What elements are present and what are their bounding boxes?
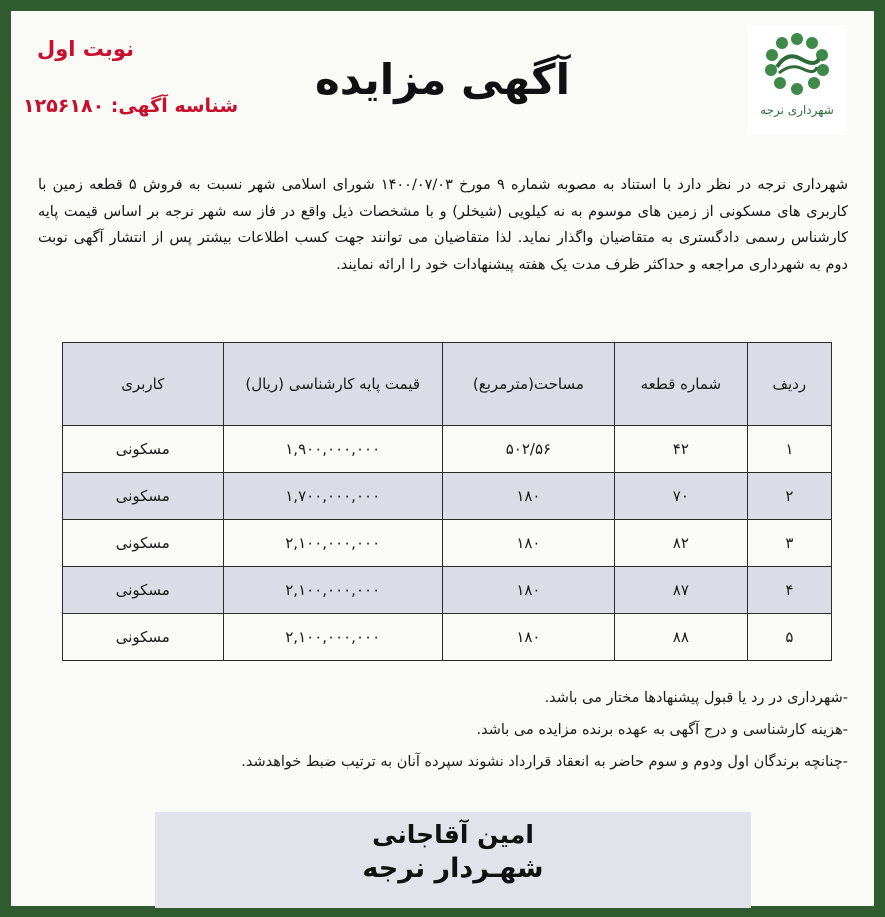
cell-land-use: مسکونی <box>63 567 224 614</box>
header-base-price: قیمت پایه کارشناسی (ریال) <box>223 343 442 426</box>
note-item: -شهرداری در رد یا قبول پیشنهادها مختار می باشد. <box>544 690 848 706</box>
table-row <box>63 614 832 661</box>
header-plot-number: شماره قطعه <box>614 343 747 426</box>
cell-area: ۱۸۰ <box>442 520 614 567</box>
cell-row-number: ۲ <box>747 473 831 520</box>
table-header-row <box>63 343 832 426</box>
cell-land-use: مسکونی <box>63 473 224 520</box>
cell-plot-number: ۴۲ <box>614 426 747 473</box>
cell-area: ۵۰۲/۵۶ <box>442 426 614 473</box>
header-row-number: ردیف <box>747 343 831 426</box>
logo-caption: شهرداری نرجه <box>760 103 834 117</box>
cell-base-price: ۲,۱۰۰,۰۰۰,۰۰۰ <box>223 567 442 614</box>
cell-land-use: مسکونی <box>63 614 224 661</box>
note-item: -هزینه کارشناسی و درج آگهی به عهده برنده مزایده می باشد. <box>476 722 848 738</box>
signature-box <box>155 812 751 908</box>
note-item: -چنانچه برندگان اول ودوم و سوم حاضر به انعقاد قرارداد نشوند سپرده آنان به ترتیب ضبط خواهدشد. <box>241 754 848 770</box>
cell-plot-number: ۸۲ <box>614 520 747 567</box>
cell-plot-number: ۸۷ <box>614 567 747 614</box>
cell-land-use: مسکونی <box>63 426 224 473</box>
cell-area: ۱۸۰ <box>442 567 614 614</box>
header-land-use: کاربری <box>63 343 224 426</box>
round-label: نوبت اول <box>37 37 134 61</box>
cell-land-use: مسکونی <box>63 520 224 567</box>
table-row <box>63 520 832 567</box>
cell-area: ۱۸۰ <box>442 614 614 661</box>
cell-row-number: ۵ <box>747 614 831 661</box>
cell-row-number: ۳ <box>747 520 831 567</box>
intro-paragraph: شهرداری نرجه در نظر دارد با استناد به مصوبه شماره ۹ مورخ ۱۴۰۰/۰۷/۰۳ شورای اسلامی شهر نسبت به فروش ۵ قطعه زمین با کاربری های مسکونی از زمین های موسوم به نه کیلویی (شیخلر) و با مشخصات ذیل واقع در فاز سه شهر نرجه بر اساس قیمت پایه کارشناس رسمی دادگستری به متقاضیان واگذار نماید. لذا متقاضیان می توانند جهت کسب اطلاعات بیشتر پس از انتشار آگهی نوبت دوم به شهرداری مراجعه و حداکثر ظرف مدت یک هفته پیشنهادات خود را ارائه نمایند. <box>38 177 848 273</box>
cell-area: ۱۸۰ <box>442 473 614 520</box>
cell-plot-number: ۸۸ <box>614 614 747 661</box>
notice-header <box>11 11 874 161</box>
signatory-role: شهـردار نرجه <box>362 853 544 884</box>
cell-base-price: ۱,۹۰۰,۰۰۰,۰۰۰ <box>223 426 442 473</box>
cell-base-price: ۲,۱۰۰,۰۰۰,۰۰۰ <box>223 520 442 567</box>
plots-table <box>62 342 832 661</box>
page-title: آگهی مزایده <box>314 55 570 104</box>
cell-base-price: ۱,۷۰۰,۰۰۰,۰۰۰ <box>223 473 442 520</box>
cell-row-number: ۴ <box>747 567 831 614</box>
table-row <box>63 426 832 473</box>
table-row <box>63 473 832 520</box>
cell-row-number: ۱ <box>747 426 831 473</box>
cell-plot-number: ۷۰ <box>614 473 747 520</box>
header-area: مساحت(مترمربع) <box>442 343 614 426</box>
signatory-name: امین آقاجانی <box>372 820 534 849</box>
cell-base-price: ۲,۱۰۰,۰۰۰,۰۰۰ <box>223 614 442 661</box>
ad-id-label: شناسه آگهی: ۱۲۵۶۱۸۰ <box>23 95 239 117</box>
table-row <box>63 567 832 614</box>
notes-list <box>38 682 848 778</box>
